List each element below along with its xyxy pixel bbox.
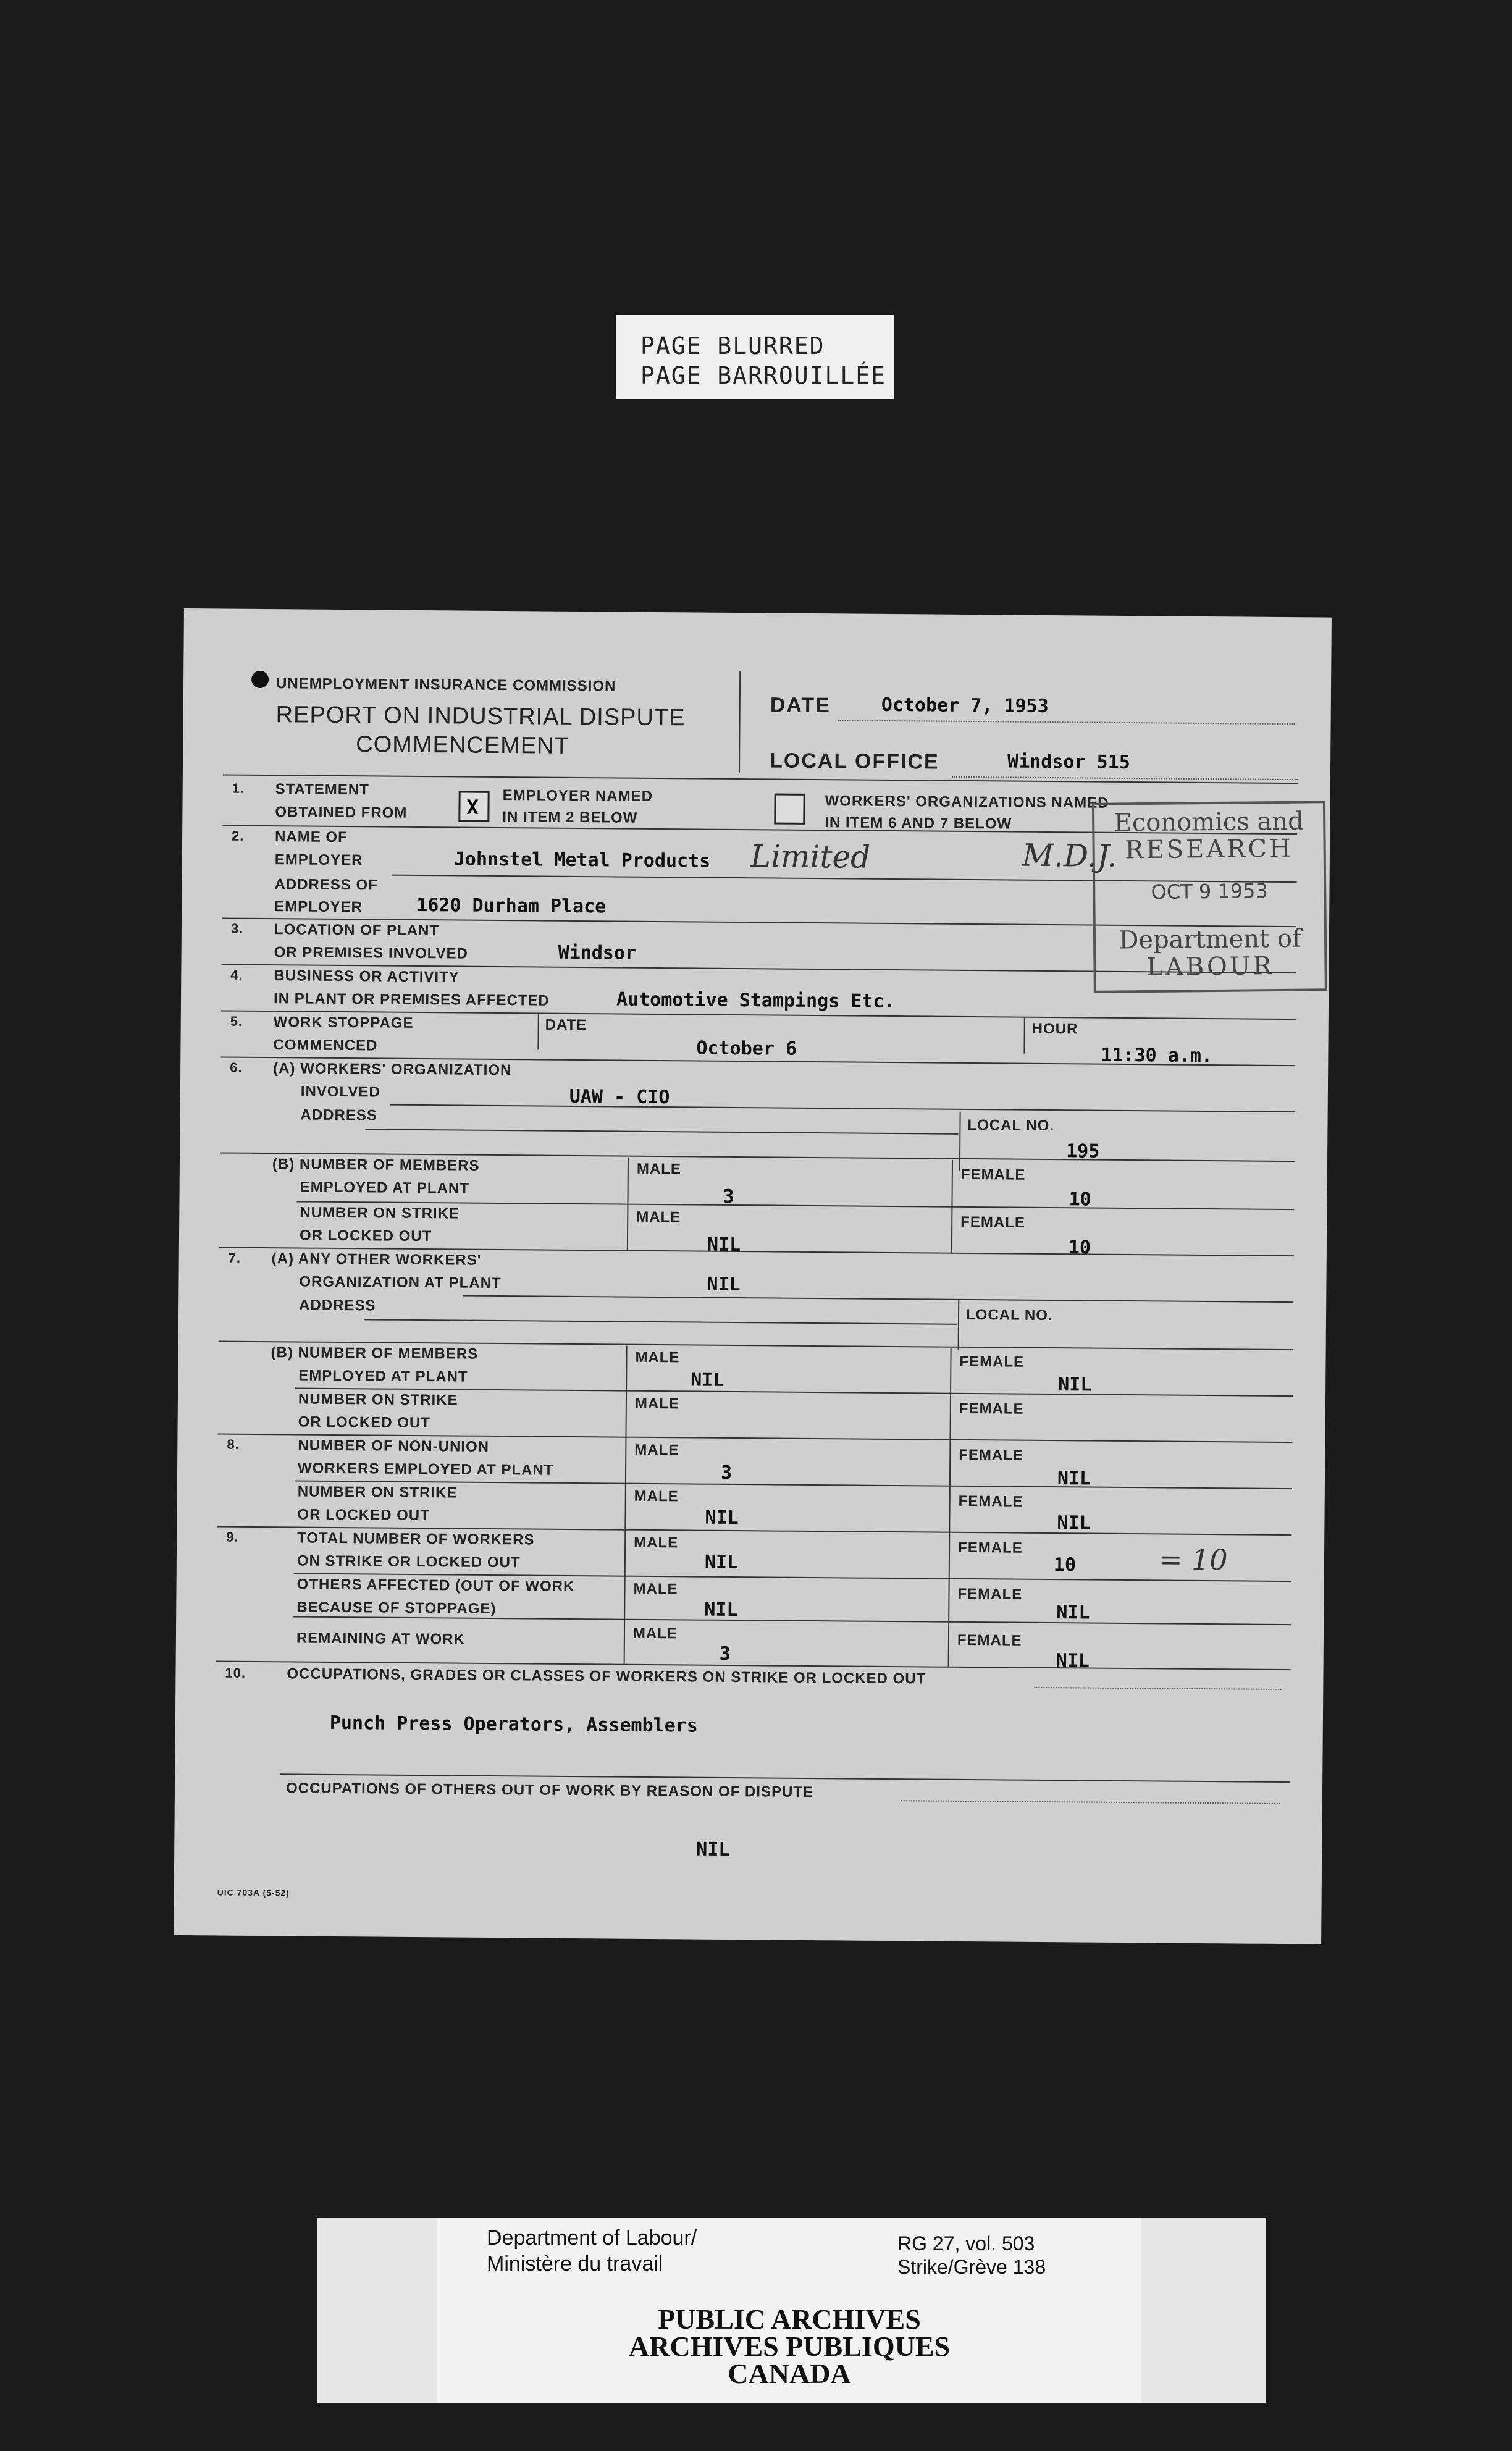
female-label: FEMALE <box>959 1446 1024 1464</box>
female-label: FEMALE <box>960 1213 1026 1231</box>
strike8-female-value: NIL <box>1057 1512 1091 1534</box>
item-number-7: 7. <box>228 1250 242 1266</box>
stoppage-label-1: WORK STOPPAGE <box>273 1014 414 1032</box>
occupations-value: Punch Press Operators, Assemblers <box>329 1712 698 1737</box>
male-label: MALE <box>634 1487 679 1505</box>
local-office-value: Windsor 515 <box>1007 750 1130 774</box>
male-label: MALE <box>635 1348 680 1366</box>
members6-male-value: 3 <box>723 1185 734 1208</box>
hour-value: 11:30 a.m. <box>1101 1044 1213 1067</box>
archives-footer-card <box>317 2218 1266 2403</box>
strike8-label-2: OR LOCKED OUT <box>297 1506 430 1524</box>
location-label-2: OR PREMISES INVOLVED <box>274 944 469 962</box>
strike8-male-value: NIL <box>705 1507 739 1529</box>
hour-label: HOUR <box>1031 1020 1078 1038</box>
female-label: FEMALE <box>957 1585 1023 1603</box>
footer-ref2: Strike/Grève 138 <box>897 2256 1046 2278</box>
members6-female-value: 10 <box>1069 1188 1091 1211</box>
total-female-value: 10 <box>1053 1554 1077 1576</box>
location-label-1: LOCATION OF PLANT <box>274 921 440 940</box>
workers-named-label-2: IN ITEM 6 AND 7 BELOW <box>825 814 1012 833</box>
total-label-2: ON STRIKE OR LOCKED OUT <box>296 1552 521 1571</box>
received-stamp <box>1092 801 1327 993</box>
employer-value: Johnstel Metal Products <box>453 848 711 872</box>
address-value: 1620 Durham Place <box>416 894 607 918</box>
stamp-line4: LABOUR <box>1146 952 1274 982</box>
strike7-male-value: NIL <box>691 1369 724 1391</box>
address-of-label: ADDRESS OF <box>274 876 378 894</box>
others-label-2: BECAUSE OF STOPPAGE) <box>296 1599 497 1618</box>
dispute-report-form <box>174 608 1332 1944</box>
form-title-line1: REPORT ON INDUSTRIAL DISPUTE <box>275 702 686 731</box>
others-male-value: NIL <box>704 1599 738 1621</box>
members7-label-2: EMPLOYED AT PLANT <box>298 1367 468 1385</box>
employer-label: EMPLOYER <box>274 851 363 869</box>
remaining-male-value: 3 <box>719 1642 731 1665</box>
business-value: Automotive Stampings Etc. <box>616 988 896 1013</box>
female-label: FEMALE <box>960 1166 1026 1183</box>
male-label: MALE <box>634 1395 680 1413</box>
total-male-value: NIL <box>704 1551 739 1574</box>
employer-named-checkbox[interactable] <box>458 791 489 822</box>
location-value: Windsor <box>558 941 637 964</box>
employer-label-2: EMPLOYER <box>274 898 363 916</box>
total-label-1: TOTAL NUMBER OF WORKERS <box>297 1529 535 1549</box>
strike6-male-value: NIL <box>707 1234 741 1256</box>
org6-label-1: (A) WORKERS' ORGANIZATION <box>273 1060 512 1079</box>
date-label: DATE <box>770 693 831 718</box>
name-of-label: NAME OF <box>274 828 348 846</box>
item-number-4: 4. <box>230 967 243 983</box>
local-no7-label: LOCAL NO. <box>965 1306 1053 1324</box>
org7-label-2: ORGANIZATION AT PLANT <box>299 1273 502 1292</box>
nonunion-label-1: NUMBER OF NON-UNION <box>298 1437 490 1455</box>
female-label: FEMALE <box>957 1539 1023 1557</box>
workers-named-label-1: WORKERS' ORGANIZATIONS NAMED <box>825 792 1109 812</box>
members6-label-1: (B) NUMBER OF MEMBERS <box>272 1156 480 1174</box>
item-number-5: 5. <box>230 1013 243 1029</box>
org7-address-label: ADDRESS <box>299 1297 376 1314</box>
others-female-value: NIL <box>1056 1602 1090 1624</box>
business-label-1: BUSINESS OR ACTIVITY <box>274 967 460 986</box>
initials-handwritten: M.D.J. <box>1022 837 1117 874</box>
org6-address-label: ADDRESS <box>300 1106 378 1124</box>
statement-label-1: STATEMENT <box>275 781 369 799</box>
item-number-10: 10. <box>225 1665 246 1681</box>
strike7-label-2: OR LOCKED OUT <box>298 1413 431 1432</box>
form-code: UIC 703A (5-52) <box>217 1887 290 1898</box>
stoppage-date-value: October 6 <box>696 1037 797 1060</box>
members6-label-2: EMPLOYED AT PLANT <box>300 1179 470 1197</box>
date-value: October 7, 1953 <box>881 694 1049 717</box>
employer-named-label-2: IN ITEM 2 BELOW <box>502 809 638 826</box>
members7-label-1: (B) NUMBER OF MEMBERS <box>271 1344 479 1363</box>
local-no-label: LOCAL NO. <box>967 1116 1055 1135</box>
stamp-line1: Economics and <box>1114 807 1304 838</box>
local-no-value: 195 <box>1066 1140 1100 1162</box>
remaining-female-value: NIL <box>1056 1650 1090 1672</box>
workers-named-checkbox[interactable] <box>774 794 805 825</box>
nonunion-label-2: WORKERS EMPLOYED AT PLANT <box>297 1460 554 1479</box>
stamp-date: OCT 9 1953 <box>1151 879 1269 904</box>
footer-ref1: RG 27, vol. 503 <box>897 2232 1035 2255</box>
org6-label-2: INVOLVED <box>300 1083 380 1101</box>
punch-hole-icon <box>251 671 269 688</box>
strike8-label-1: NUMBER ON STRIKE <box>297 1483 458 1502</box>
total-handwritten: = 10 <box>1158 1542 1228 1577</box>
male-label: MALE <box>636 1208 681 1226</box>
footer-archives-1: PUBLIC ARCHIVES <box>658 2303 921 2335</box>
male-label: MALE <box>633 1580 678 1598</box>
org6-value: UAW - CIO <box>569 1085 670 1109</box>
strike7-label-1: NUMBER ON STRIKE <box>298 1390 458 1409</box>
female-label: FEMALE <box>957 1631 1022 1649</box>
org7-value: NIL <box>707 1273 741 1296</box>
stamp-line2: RESEARCH <box>1125 834 1294 865</box>
strike6-female-value: 10 <box>1068 1237 1091 1259</box>
item-number-6: 6. <box>230 1059 243 1075</box>
footer-archives-2: ARCHIVES PUBLIQUES <box>628 2331 951 2362</box>
item-number-8: 8. <box>227 1436 240 1452</box>
org7-label-1: (A) ANY OTHER WORKERS' <box>271 1250 482 1269</box>
female-label: FEMALE <box>958 1492 1023 1510</box>
item-number-9: 9. <box>226 1529 239 1545</box>
page-blurred-label <box>616 315 894 399</box>
blurred-label-fr: PAGE BARROUILLÉE <box>640 362 887 389</box>
remaining-label: REMAINING AT WORK <box>296 1629 465 1648</box>
nonunion-male-value: 3 <box>720 1461 733 1484</box>
female-label: FEMALE <box>959 1353 1025 1371</box>
strike6-label-2: OR LOCKED OUT <box>299 1227 432 1245</box>
item-number-2: 2. <box>232 828 245 844</box>
footer-archives-3: CANADA <box>728 2358 851 2389</box>
employer-named-label-1: EMPLOYER NAMED <box>502 787 653 805</box>
stoppage-date-label: DATE <box>545 1016 587 1034</box>
occupations-label: OCCUPATIONS, GRADES OR CLASSES OF WORKERS ON STRIKE OR LOCKED OUT <box>287 1665 926 1688</box>
footer-dept-en: Department of Labour/ <box>487 2226 697 2250</box>
business-label-2: IN PLANT OR PREMISES AFFECTED <box>273 990 550 1009</box>
blurred-label-en: PAGE BLURRED <box>640 332 825 359</box>
female-label: FEMALE <box>959 1400 1024 1418</box>
employer-handwritten: Limited <box>750 838 871 875</box>
statement-label-2: OBTAINED FROM <box>275 804 408 822</box>
occ-others-value: NIL <box>696 1838 730 1860</box>
occ-others-label: OCCUPATIONS OF OTHERS OUT OF WORK BY REASON OF DISPUTE <box>285 1780 814 1801</box>
archives-footer-inner <box>437 2218 1141 2403</box>
male-label: MALE <box>634 1534 679 1552</box>
local-office-label: LOCAL OFFICE <box>769 749 939 774</box>
item-number-1: 1. <box>232 780 245 796</box>
others-label-1: OTHERS AFFECTED (OUT OF WORK <box>296 1576 575 1595</box>
male-label: MALE <box>634 1441 679 1459</box>
stamp-line3: Department of <box>1119 924 1301 955</box>
item-number-3: 3. <box>230 920 244 936</box>
nonunion-female-value: NIL <box>1057 1468 1091 1490</box>
commission-name: UNEMPLOYMENT INSURANCE COMMISSION <box>275 675 616 695</box>
strike6-label-1: NUMBER ON STRIKE <box>300 1204 460 1222</box>
form-title-line2: COMMENCEMENT <box>356 731 569 759</box>
male-label: MALE <box>632 1625 678 1642</box>
strike7-female-value: NIL <box>1058 1374 1092 1396</box>
stoppage-label-2: COMMENCED <box>273 1036 378 1054</box>
checkbox-mark: X <box>466 795 479 819</box>
male-label: MALE <box>636 1160 682 1178</box>
footer-dept-fr: Ministère du travail <box>487 2252 663 2276</box>
